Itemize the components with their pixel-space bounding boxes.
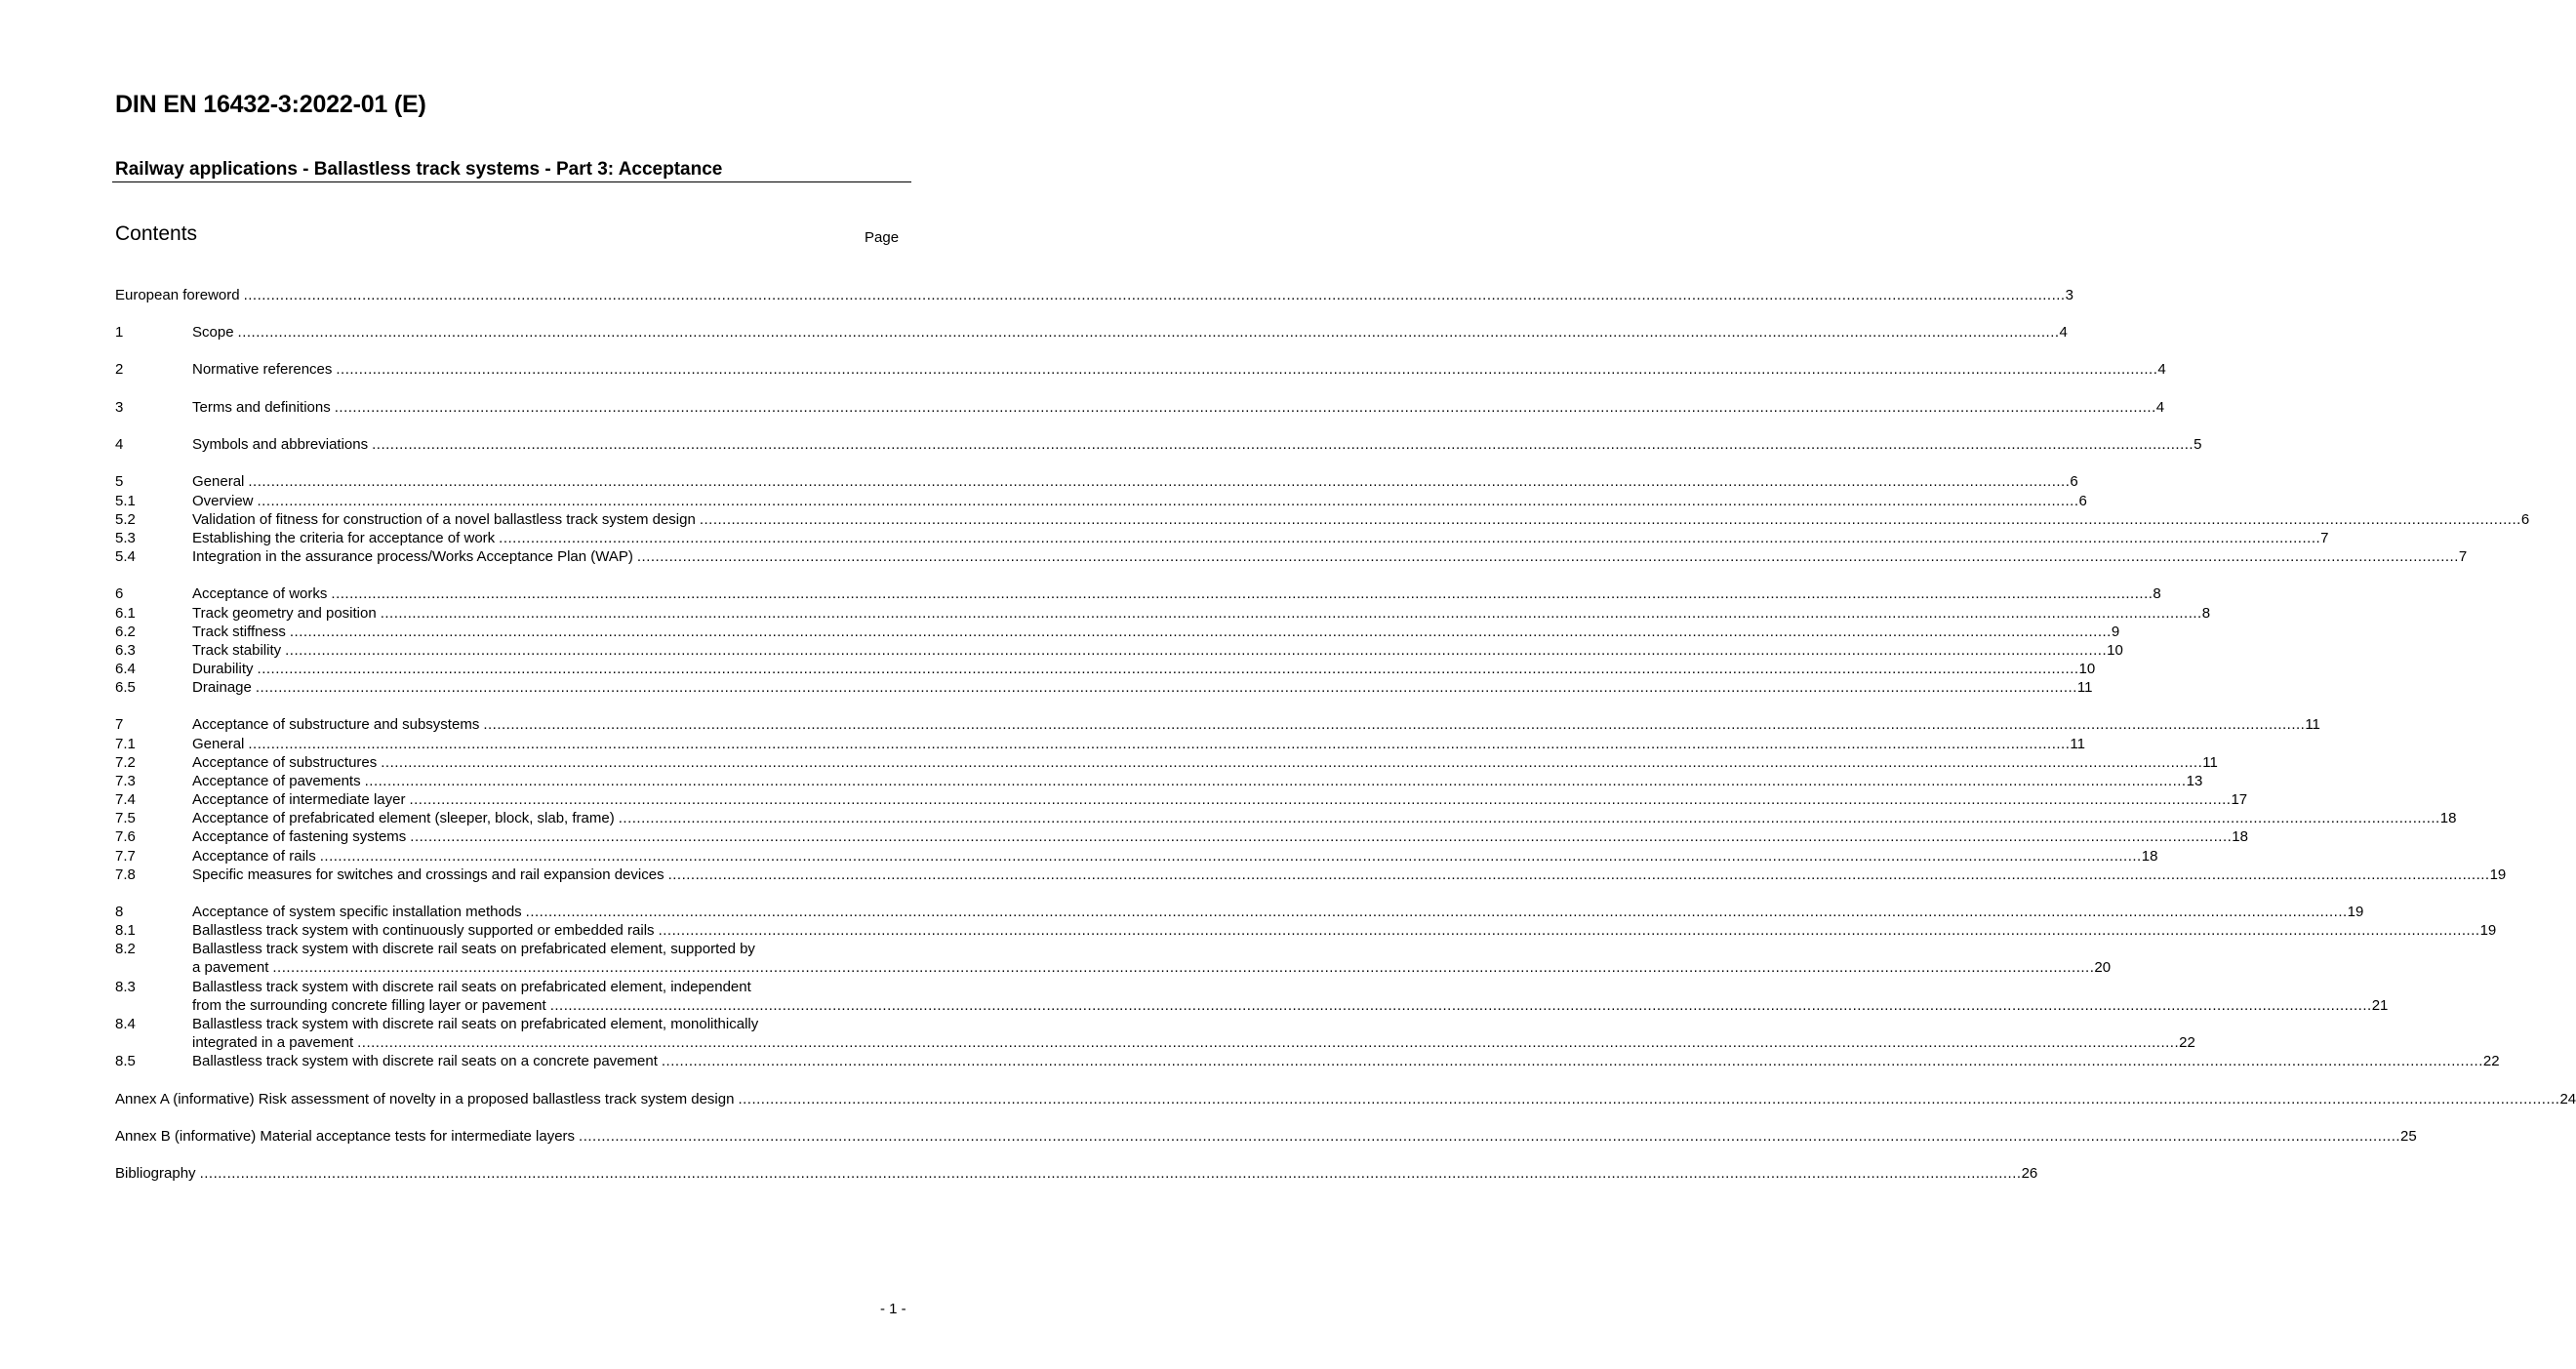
toc-entry-number: 8.5 [115, 1053, 136, 1069]
toc-entry-title: Validation of fitness for construction of a novel ballastless track system design [192, 511, 696, 528]
toc-entry-title: Terms and definitions [192, 399, 331, 416]
toc-dot-leader: ................................................................................................................................................................................................................................................................................................................................................................................................................ [499, 530, 2321, 546]
toc-entry-title: a pavement [192, 959, 269, 977]
toc-entry-title: Acceptance of substructure and subsystems [192, 716, 480, 733]
toc-entry-number: 7.8 [115, 866, 136, 883]
toc-entry-page: 20 [2094, 959, 2112, 977]
toc-entry-page: 4 [2059, 324, 2068, 341]
toc-entry-number: 7.6 [115, 828, 136, 845]
toc-dot-leader: ................................................................................................................................................................................................................................................................................................................................................................................................................ [255, 679, 2077, 696]
toc-entry-page: 18 [2439, 810, 2457, 826]
toc-dot-leader: ................................................................................................................................................................................................................................................................................................................................................................................................................ [319, 848, 2142, 865]
toc-entry[interactable] [115, 1015, 2195, 1052]
toc-entry[interactable] [115, 790, 2248, 809]
toc-entry-title: Ballastless track system with discrete rail seats on a concrete pavement [192, 1053, 658, 1069]
toc-entry-number: 5 [115, 473, 124, 490]
toc-entry-title: General [192, 736, 245, 752]
toc-entry-page: 22 [2179, 1034, 2195, 1052]
document-id: DIN EN 16432-3:2022-01 (E) [115, 91, 426, 118]
toc-entry-page: 10 [2107, 642, 2123, 659]
toc-entry-number: 6.1 [115, 605, 136, 622]
toc-entry-number: 6.2 [115, 624, 136, 640]
toc-dot-leader: ................................................................................................................................................................................................................................................................................................................................................................................................................ [248, 736, 2071, 752]
toc-entry[interactable] [115, 492, 2087, 510]
toc-entry-page: 6 [2070, 473, 2078, 490]
toc-entry-title: Overview [192, 493, 254, 509]
toc-entry[interactable] [115, 847, 2158, 866]
toc-entry-page: 11 [2305, 716, 2320, 733]
toc-entry-number: 8.2 [115, 941, 136, 957]
toc-entry-number: 5.3 [115, 530, 136, 546]
toc-entry-number: 7 [115, 716, 124, 733]
toc-entry[interactable] [115, 753, 2218, 772]
toc-entry-page: 6 [2078, 493, 2087, 509]
toc-entry-title: Specific measures for switches and crossings and rail expansion devices [192, 866, 664, 883]
toc-dot-leader: ................................................................................................................................................................................................................................................................................................................................................................................................................ [237, 324, 2060, 341]
toc-entry[interactable] [115, 660, 2096, 678]
toc-dot-leader: ................................................................................................................................................................................................................................................................................................................................................................................................................ [579, 1128, 2401, 1145]
toc-dot-leader: ................................................................................................................................................................................................................................................................................................................................................................................................................ [618, 810, 2440, 826]
toc-entry[interactable] [115, 547, 2468, 566]
toc-entry-number: 8 [115, 904, 124, 920]
toc-entry[interactable] [115, 510, 2530, 529]
toc-entry-number: 7.4 [115, 791, 136, 808]
toc-entry-page: 22 [2482, 1053, 2500, 1069]
toc-dot-leader: ................................................................................................................................................................................................................................................................................................................................................................................................................ [334, 399, 2156, 416]
toc-dot-leader: ................................................................................................................................................................................................................................................................................................................................................................................................................ [257, 661, 2079, 677]
toc-entry[interactable] [115, 1164, 2038, 1183]
toc-entry-title: Integration in the assurance process/Works Acceptance Plan (WAP) [192, 548, 633, 565]
toc-dot-leader: ................................................................................................................................................................................................................................................................................................................................................................................................................ [409, 791, 2232, 808]
toc-dot-leader: ................................................................................................................................................................................................................................................................................................................................................................................................................ [483, 716, 2306, 733]
toc-entry[interactable] [115, 772, 2203, 790]
toc-entry-title: Annex A (informative) Risk assessment of novelty in a proposed ballastless track system design [115, 1091, 735, 1107]
toc-entry-title: Acceptance of substructures [192, 754, 378, 771]
toc-entry-page: 26 [2021, 1165, 2038, 1182]
toc-entry-page: 18 [2232, 828, 2248, 845]
toc-dot-leader: ................................................................................................................................................................................................................................................................................................................................................................................................................ [661, 1053, 2483, 1069]
toc-entry-page: 9 [2111, 624, 2120, 640]
toc-entry[interactable] [115, 398, 2165, 417]
toc-entry[interactable] [115, 921, 2497, 940]
toc-entry-page: 4 [2155, 399, 2165, 416]
toc-entry-number: 6.5 [115, 679, 136, 696]
toc-dot-leader: ................................................................................................................................................................................................................................................................................................................................................................................................................ [738, 1091, 2560, 1107]
toc-entry[interactable] [115, 715, 2320, 734]
toc-entry-page: 8 [2153, 585, 2161, 602]
toc-entry-title: Acceptance of pavements [192, 773, 361, 789]
toc-entry-page: 25 [2400, 1128, 2417, 1145]
contents-heading: Contents [115, 222, 198, 245]
toc-dot-leader: ................................................................................................................................................................................................................................................................................................................................................................................................................ [364, 773, 2187, 789]
toc-entry[interactable] [115, 360, 2166, 379]
toc-entry-title: Bibliography [115, 1165, 196, 1182]
toc-entry-number: 2 [115, 361, 124, 378]
toc-dot-leader: ................................................................................................................................................................................................................................................................................................................................................................................................................ [248, 473, 2071, 490]
toc-entry-number: 8.4 [115, 1016, 136, 1032]
toc-entry-title: Drainage [192, 679, 252, 696]
toc-dot-leader: ................................................................................................................................................................................................................................................................................................................................................................................................................ [336, 361, 2158, 378]
toc-entry-number: 8.3 [115, 979, 136, 995]
toc-entry-title: Acceptance of fastening systems [192, 828, 407, 845]
toc-entry-number: 4 [115, 436, 124, 453]
toc-dot-leader: ................................................................................................................................................................................................................................................................................................................................................................................................................ [257, 493, 2079, 509]
toc-entry-title: Track stability [192, 642, 282, 659]
toc-entry-title: General [192, 473, 245, 490]
toc-entry-number: 1 [115, 324, 124, 341]
toc-entry-title: Symbols and abbreviations [192, 436, 369, 453]
toc-dot-leader: ................................................................................................................................................................................................................................................................................................................................................................................................................ [380, 605, 2202, 622]
page-number: - 1 - [880, 1301, 906, 1317]
toc-dot-leader: ................................................................................................................................................................................................................................................................................................................................................................................................................ [289, 624, 2112, 640]
toc-dot-leader: ................................................................................................................................................................................................................................................................................................................................................................................................................ [636, 548, 2459, 565]
toc-entry-title-line: Ballastless track system with discrete rail seats on prefabricated element, supported by [192, 941, 755, 957]
toc-entry-title: Annex B (informative) Material acceptance tests for intermediate layers [115, 1128, 576, 1145]
toc-entry-title: Acceptance of system specific installation methods [192, 904, 522, 920]
toc-entry[interactable] [115, 604, 2211, 623]
toc-dot-leader: ................................................................................................................................................................................................................................................................................................................................................................................................................ [667, 866, 2490, 883]
toc-entry-page: 11 [2202, 754, 2218, 771]
toc-entry-title: Establishing the criteria for acceptance of work [192, 530, 496, 546]
toc-entry-page: 18 [2141, 848, 2158, 865]
toc-entry-number: 7.1 [115, 736, 136, 752]
toc-entry-number: 3 [115, 399, 124, 416]
toc-entry[interactable] [115, 472, 2078, 491]
toc-dot-leader: ................................................................................................................................................................................................................................................................................................................................................................................................................ [199, 1165, 2022, 1182]
toc-entry-number: 6.3 [115, 642, 136, 659]
toc-dot-leader: ................................................................................................................................................................................................................................................................................................................................................................................................................ [381, 754, 2203, 771]
toc-entry-page: 10 [2078, 661, 2096, 677]
toc-dot-leader: ................................................................................................................................................................................................................................................................................................................................................................................................................ [272, 959, 2095, 977]
toc-dot-leader: ................................................................................................................................................................................................................................................................................................................................................................................................................ [331, 585, 2153, 602]
toc-entry-number: 6 [115, 585, 124, 602]
toc-dot-leader: ................................................................................................................................................................................................................................................................................................................................................................................................................ [357, 1034, 2180, 1052]
title-rule [112, 181, 911, 182]
toc-entry[interactable] [115, 735, 2085, 753]
toc-entry[interactable] [115, 1127, 2417, 1146]
toc-entry[interactable] [115, 641, 2123, 660]
toc-entry-title: Ballastless track system with continuously supported or embedded rails [192, 922, 655, 939]
toc-entry-title: Acceptance of intermediate layer [192, 791, 406, 808]
toc-dot-leader: ................................................................................................................................................................................................................................................................................................................................................................................................................ [410, 828, 2233, 845]
toc-entry-title: from the surrounding concrete filling layer or pavement [192, 997, 546, 1015]
toc-entry[interactable] [115, 623, 2120, 641]
toc-entry[interactable] [115, 584, 2161, 603]
toc-entry-page: 7 [2320, 530, 2329, 546]
toc-entry-title: European foreword [115, 287, 240, 303]
toc-entry-title: Track stiffness [192, 624, 286, 640]
toc-entry-title: Scope [192, 324, 234, 341]
toc-entry[interactable] [115, 323, 2068, 342]
toc-entry[interactable] [115, 678, 2093, 697]
toc-entry-page: 7 [2458, 548, 2468, 565]
toc-entry-page: 21 [2371, 997, 2389, 1015]
toc-dot-leader: ................................................................................................................................................................................................................................................................................................................................................................................................................ [243, 287, 2066, 303]
toc-entry-page: 11 [2070, 736, 2085, 752]
document-title: Railway applications - Ballastless track systems - Part 3: Acceptance [115, 159, 723, 180]
toc-entry-title: integrated in a pavement [192, 1034, 354, 1052]
toc-entry-number: 7.2 [115, 754, 136, 771]
toc-dot-leader: ................................................................................................................................................................................................................................................................................................................................................................................................................ [699, 511, 2521, 528]
toc-entry-page: 4 [2157, 361, 2166, 378]
toc-entry-page: 19 [2489, 866, 2507, 883]
toc-entry-page: 6 [2520, 511, 2530, 528]
toc-entry-number: 8.1 [115, 922, 136, 939]
toc-entry[interactable] [115, 1052, 2500, 1070]
toc-dot-leader: ................................................................................................................................................................................................................................................................................................................................................................................................................ [549, 997, 2372, 1015]
toc-entry-number: 7.7 [115, 848, 136, 865]
toc-dot-leader: ................................................................................................................................................................................................................................................................................................................................................................................................................ [285, 642, 2108, 659]
toc-dot-leader: ................................................................................................................................................................................................................................................................................................................................................................................................................ [525, 904, 2348, 920]
toc-entry-page: 13 [2186, 773, 2203, 789]
toc-entry[interactable] [115, 903, 2364, 921]
toc-entry-page: 3 [2065, 287, 2073, 303]
toc-entry-page: 24 [2559, 1091, 2576, 1107]
toc-entry-page: 5 [2194, 436, 2202, 453]
toc-entry-number: 7.3 [115, 773, 136, 789]
toc-dot-leader: ................................................................................................................................................................................................................................................................................................................................................................................................................ [658, 922, 2480, 939]
toc-entry[interactable] [115, 827, 2248, 846]
toc-entry[interactable] [115, 940, 2112, 977]
toc-entry[interactable] [115, 866, 2507, 884]
toc-entry-title: Acceptance of rails [192, 848, 316, 865]
toc-entry[interactable] [115, 529, 2329, 547]
toc-entry-page: 19 [2347, 904, 2364, 920]
toc-entry-title: Track geometry and position [192, 605, 377, 622]
toc-entry-number: 7.5 [115, 810, 136, 826]
page-column-heading: Page [865, 229, 900, 246]
toc-entry-title: Normative references [192, 361, 333, 378]
toc-entry-page: 17 [2231, 791, 2248, 808]
toc-entry[interactable] [115, 286, 2073, 304]
toc-entry-page: 19 [2479, 922, 2497, 939]
toc-entry[interactable] [115, 809, 2457, 827]
toc-entry[interactable] [115, 1090, 2576, 1108]
toc-entry-page: 11 [2076, 679, 2093, 696]
toc-entry-title: Acceptance of prefabricated element (sleeper, block, slab, frame) [192, 810, 615, 826]
toc-entry-title-line: Ballastless track system with discrete rail seats on prefabricated element, monolithically [192, 1016, 759, 1032]
toc-entry[interactable] [115, 435, 2202, 454]
toc-entry-number: 5.1 [115, 493, 136, 509]
toc-entry-title-line: Ballastless track system with discrete rail seats on prefabricated element, independent [192, 979, 751, 995]
toc-entry-number: 5.2 [115, 511, 136, 528]
toc-entry[interactable] [115, 978, 2389, 1015]
toc-entry-title: Acceptance of works [192, 585, 328, 602]
toc-dot-leader: ................................................................................................................................................................................................................................................................................................................................................................................................................ [372, 436, 2194, 453]
toc-entry-title: Durability [192, 661, 254, 677]
toc-entry-page: 8 [2201, 605, 2211, 622]
toc-entry-number: 5.4 [115, 548, 136, 565]
toc-entry-number: 6.4 [115, 661, 136, 677]
